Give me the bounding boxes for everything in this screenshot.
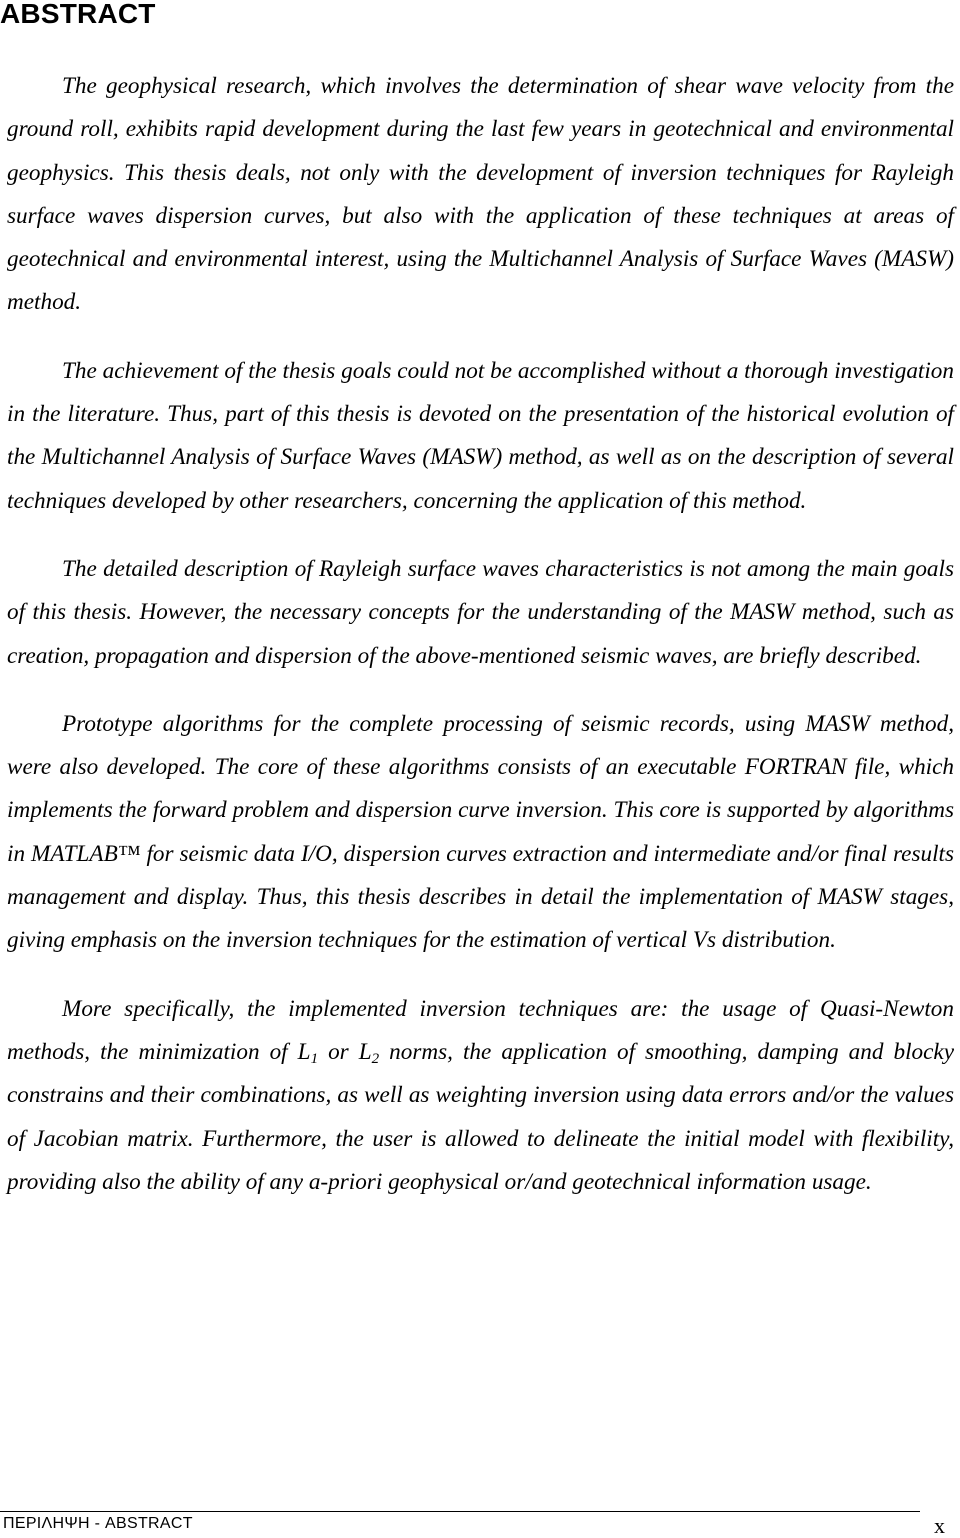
paragraph-5-part-3: norms, the application of smoothing, damping and blocky constrains and their combinations, as well as weighting inversion using data errors and/or the values of Jacobian matrix. Furthermore, the user is allowed to delineate the initial model with flexibility, providing also the ability of any a-priori geophysical or/and geotechnical information usage. bbox=[7, 1038, 954, 1195]
abstract-heading: ABSTRACT bbox=[0, 0, 156, 29]
paragraph-5-part-1: More specifically, the implemented inversion techniques are: the usage of Quasi-Newton methods, the minimization of L bbox=[7, 995, 954, 1065]
paragraph-4: Prototype algorithms for the complete processing of seismic records, using MASW method, were also developed. The core of these algorithms consists of an executable FORTRAN file, which implements the forward problem and dispersion curve inversion. This core is supported by algorithms in MATLAB™ for seismic data I/O, dispersion curves extraction and intermediate and/or final results management and display. Thus, this thesis describes in detail the implementation of MASW stages, giving emphasis on the inversion techniques for the estimation of vertical Vs distribution. bbox=[7, 710, 954, 954]
footer-section-label: ΠΕΡΙΛΗΨΗ - ABSTRACT bbox=[3, 1515, 193, 1532]
paragraph-1: The geophysical research, which involves the determination of shear wave velocity from the ground roll, exhibits rapid development during the last few years in geotechnical and environmental geophysics. This thesis deals, not only with the development of inversion techniques for Rayleigh surface waves dispersion curves, but also with the application of these techniques at areas of geotechnical and environmental interest, using the Multichannel Analysis of Surface Waves (MASW) method. bbox=[7, 73, 954, 316]
norm-l1-subscript: 1 bbox=[310, 1050, 319, 1067]
paragraph-3: The detailed description of Rayleigh surface waves characteristics is not among the main goals of this thesis. However, the necessary concepts for the understanding of the MASW method, such as creation, propagation and dispersion of the above-mentioned seismic waves, are briefly described. bbox=[7, 555, 954, 669]
paragraph-2: The achievement of the thesis goals could not be accomplished without a thorough investigation in the literature. Thus, part of this thesis is devoted on the presentation of the historical evolution of the Multichannel Analysis of Surface Waves (MASW) method, as well as on the description of several techniques developed by other researchers, concerning the application of this method. bbox=[7, 357, 954, 514]
footer-divider bbox=[0, 1511, 920, 1512]
footer-page-number: x bbox=[934, 1513, 945, 1538]
paragraph-5-part-2: or L bbox=[318, 1038, 372, 1065]
paragraph-5 bbox=[7, 988, 954, 1204]
norm-l2-subscript: 2 bbox=[371, 1050, 380, 1067]
abstract-body bbox=[7, 65, 954, 1204]
